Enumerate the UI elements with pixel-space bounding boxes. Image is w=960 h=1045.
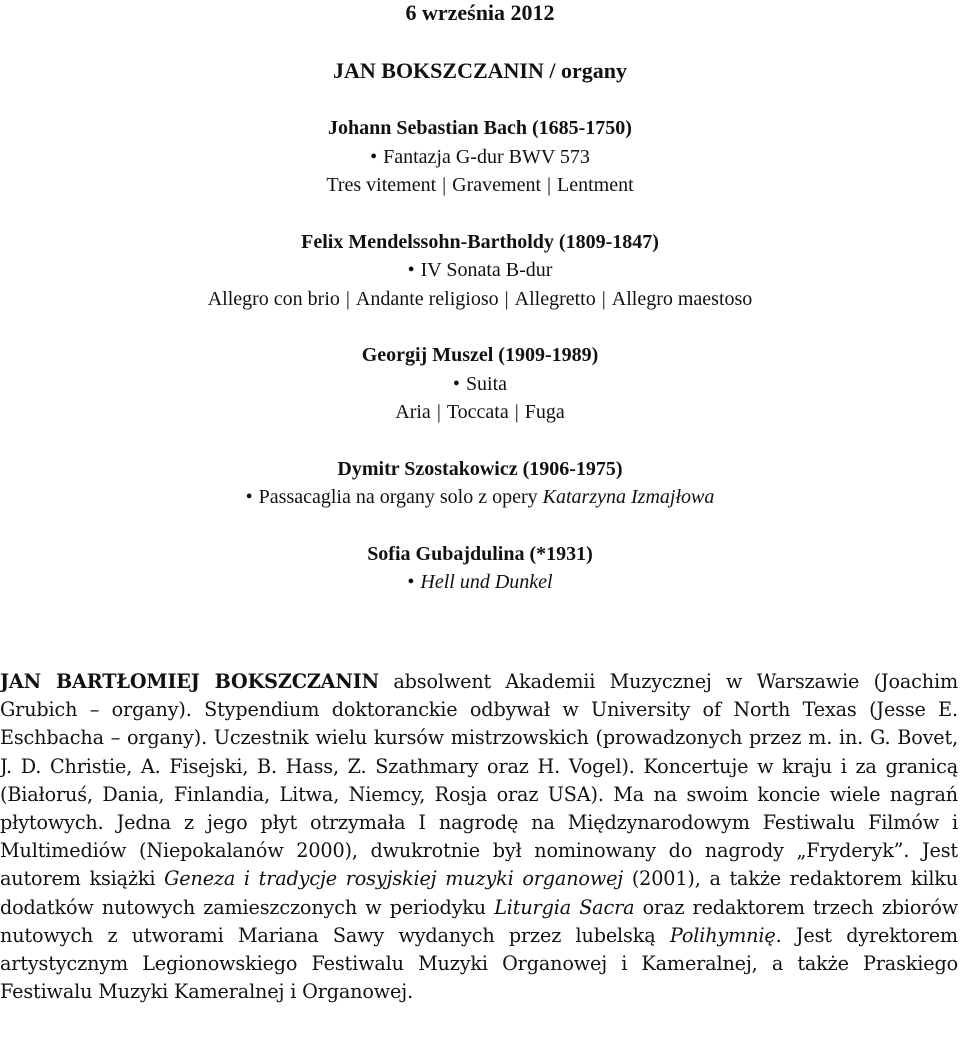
work-title: Passacaglia na organy solo z opery [258, 486, 538, 508]
concert-date: 6 września 2012 [405, 0, 555, 25]
bullet-icon: • [370, 145, 378, 168]
bio-text: oraz redaktorem trzech zbiorów nutowych z utworami Mariana Sawy wydanych przez lubelską [0, 895, 958, 947]
work-line [0, 370, 960, 399]
movement: Aria [395, 401, 431, 423]
program-item-gubajdulina [0, 540, 960, 597]
bio-name: JAN BARTŁOMIEJ BOKSZCZANIN [0, 670, 380, 693]
program-item-bach [0, 114, 960, 200]
program-item-muszel [0, 341, 960, 427]
movement: Fuga [524, 401, 565, 423]
composer-name: Johann Sebastian Bach (1685-1750) [328, 117, 632, 139]
bullet-icon: • [452, 372, 460, 395]
bio-text: absolwent Akademii Muzycznej w Warszawie (Joachim Grubich – organy). Stypendium doktoranckie odbywał w University of North Texas (Jesse E. Eschbacha – organy). Uczestnik wielu kursów mistrzowskich (prowadzonych przez m. in. G. Bovet, J. D. Christie, A. Fisejski, B. Hass, Z. Szathmary oraz H. Vogel). Koncertuje w kraju i za granicą (Białoruś, Dania, Finlandia, Litwa, Niemcy, Rosja oraz USA). Ma na swoim koncie wiele nagrań płytowych. Jedna z jego płyt otrzymała I nagrodę na Międzynarodowym Festiwalu Filmów i Multimediów (Niepokalanów 2000), dwukrotnie był nominowany do nagrody „Fryderyk”. Jest autorem książki [0, 670, 958, 891]
separator: | [601, 287, 606, 310]
work-line [0, 143, 960, 172]
composer-name: Georgij Muszel (1909-1989) [361, 344, 599, 366]
periodical-title: Liturgia Sacra [494, 895, 635, 919]
bullet-icon: • [407, 571, 415, 593]
movements-line [0, 171, 960, 200]
publisher-name: Polihymnię [669, 923, 776, 947]
work-line [0, 483, 960, 512]
work-line [0, 256, 960, 285]
composer-name: Sofia Gubajdulina (*1931) [367, 542, 593, 565]
movements-line [0, 285, 960, 314]
movement: Tres vitement [326, 174, 437, 196]
program-item-szostakowicz [0, 455, 960, 512]
separator: | [504, 287, 509, 310]
performer-heading: JAN BOKSZCZANIN / organy [333, 58, 627, 83]
opera-title: Katarzyna Izmajłowa [542, 486, 715, 508]
bio-text: . Jest dyrektorem artystycznym Legionowskiego Festiwalu Muzyki Organowej i Kameralnej, a także Praskiego Festiwalu Muzyki Kameralnej i Organowej. [0, 923, 958, 1004]
work-title: Suita [465, 372, 508, 395]
separator: | [436, 401, 441, 423]
movement: Toccata [446, 401, 509, 423]
separator: | [345, 287, 350, 310]
movement: Allegro con brio [207, 287, 340, 310]
separator: | [514, 401, 519, 423]
composer-name: Felix Mendelssohn-Bartholdy (1809-1847) [301, 230, 659, 253]
program-item-mendelssohn [0, 228, 960, 314]
work-title: IV Sonata B-dur [420, 259, 553, 281]
work-line [0, 568, 960, 597]
movement: Andante religioso [355, 287, 499, 310]
program-list [0, 114, 960, 597]
movement: Gravement [452, 174, 542, 196]
book-title: Geneza i tradycje rosyjskiej muzyki organowej [164, 867, 624, 891]
movement: Lentment [557, 174, 634, 196]
bullet-icon: • [407, 259, 415, 281]
work-title: Hell und Dunkel [420, 571, 553, 593]
performer-biography [0, 668, 958, 1006]
movement: Allegretto [514, 287, 596, 310]
separator: | [547, 174, 552, 196]
separator: | [442, 174, 447, 196]
work-title: Fantazja G-dur BWV 573 [383, 145, 590, 168]
bio-text: (2001), a także redaktorem kilku dodatków nutowych zamieszczonych w periodyku [0, 867, 958, 919]
movement: Allegro maestoso [611, 287, 753, 310]
bullet-icon: • [245, 486, 253, 508]
composer-name: Dymitr Szostakowicz (1906-1975) [337, 457, 623, 480]
movements-line [0, 398, 960, 427]
